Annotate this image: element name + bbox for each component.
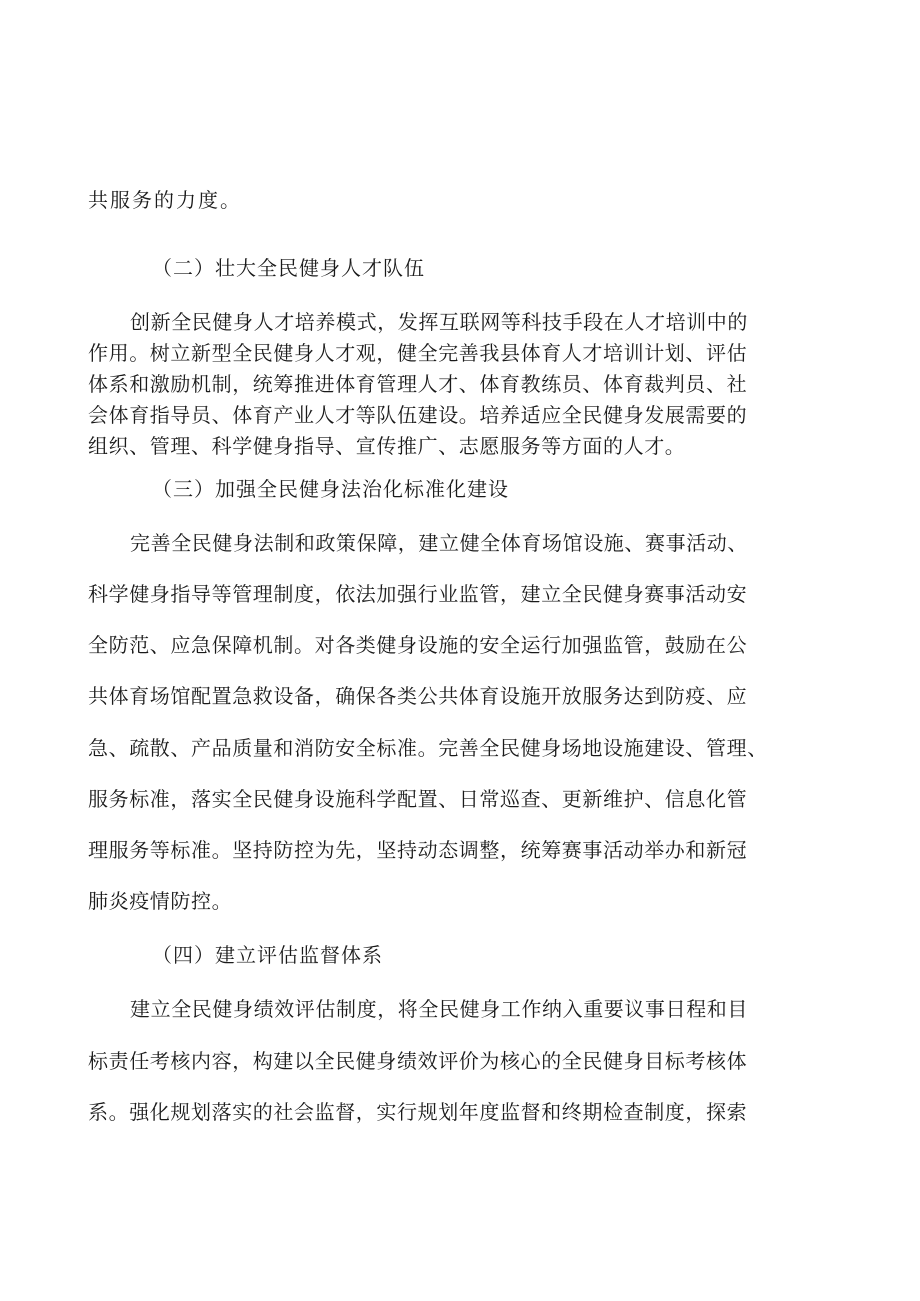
- paragraph-line: 急、疏散、产品质量和消防安全标准。完善全民健身场地设施建设、管理、: [88, 736, 768, 760]
- paragraph-line: 肺炎疫情防控。: [88, 889, 233, 913]
- paragraph-line: 共服务的力度。: [88, 188, 242, 212]
- paragraph-line: 理服务等标准。坚持防控为先，坚持动态调整，统筹赛事活动举办和新冠: [88, 838, 748, 862]
- paragraph-line: 服务标准，落实全民健身设施科学配置、日常巡查、更新维护、信息化管: [88, 787, 748, 811]
- paragraph-line: 标责任考核内容，构建以全民健身绩效评价为核心的全民健身目标考核体: [88, 1049, 748, 1073]
- paragraph-line: 组织、管理、科学健身指导、宣传推广、志愿服务等方面的人才。: [88, 434, 686, 458]
- paragraph-line: 共体育场馆配置急救设备，确保各类公共体育设施开放服务达到防疫、应: [88, 684, 748, 708]
- paragraph-line: 系。强化规划落实的社会监督，实行规划年度监督和终期检查制度，探索: [88, 1100, 748, 1124]
- paragraph-line: 建立全民健身绩效评估制度，将全民健身工作纳入重要议事日程和目: [130, 997, 748, 1021]
- paragraph-line: 作用。树立新型全民健身人才观，健全完善我县体育人才培训计划、评估: [88, 341, 748, 365]
- section-heading-4: （四）建立评估监督体系: [152, 943, 383, 967]
- paragraph-line: 会体育指导员、体育产业人才等队伍建设。培养适应全民健身发展需要的: [88, 403, 748, 427]
- paragraph-line: 全防范、应急保障机制。对各类健身设施的安全运行加强监管，鼓励在公: [88, 633, 748, 657]
- paragraph-line: 完善全民健身法制和政策保障，建立健全体育场馆设施、赛事活动、: [130, 531, 748, 555]
- paragraph-line: 科学健身指导等管理制度，依法加强行业监管，建立全民健身赛事活动安: [88, 582, 748, 606]
- section-heading-2: （二）壮大全民健身人才队伍: [152, 256, 425, 280]
- paragraph-line: 体系和激励机制，统筹推进体育管理人才、体育教练员、体育裁判员、社: [88, 372, 748, 396]
- section-heading-3: （三）加强全民健身法治化标准化建设: [152, 477, 509, 501]
- paragraph-line: 创新全民健身人才培养模式，发挥互联网等科技手段在人才培训中的: [130, 310, 748, 334]
